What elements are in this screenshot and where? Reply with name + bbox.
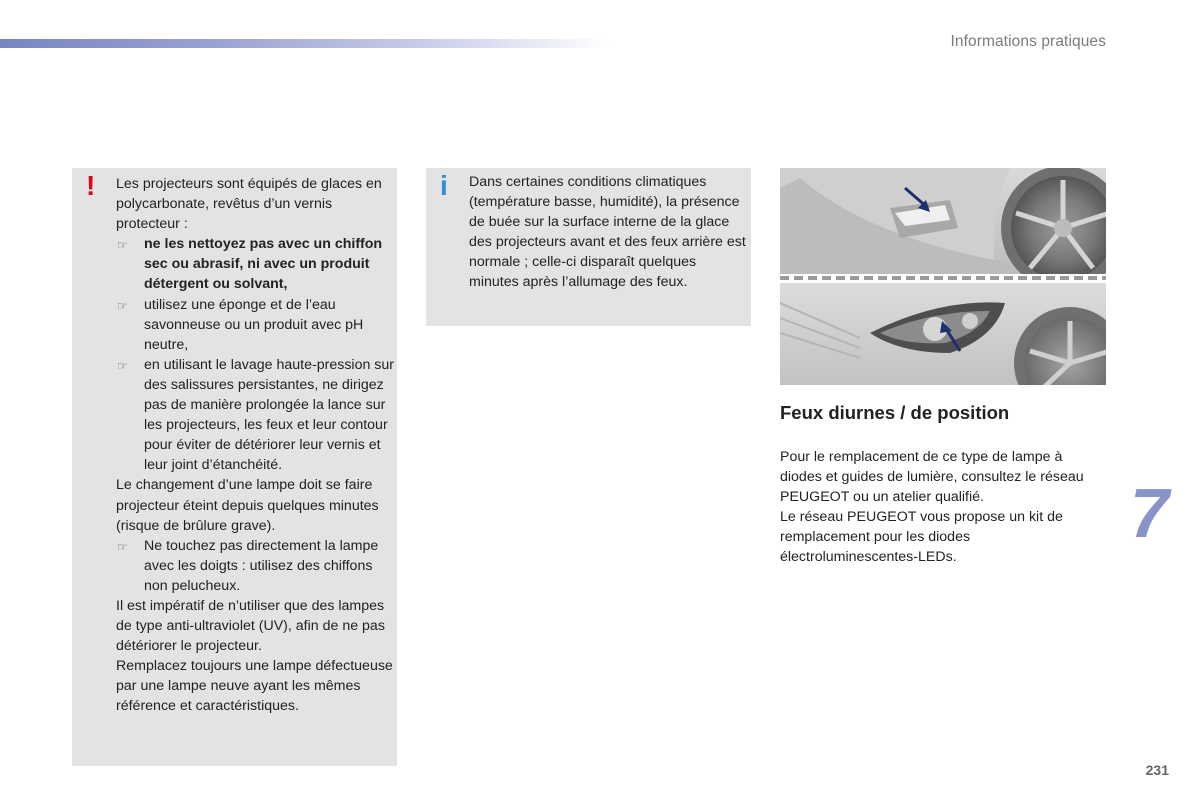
pointing-hand-icon: ☞ xyxy=(117,539,128,554)
photo-divider xyxy=(780,276,1106,280)
bumper-light-photo xyxy=(780,168,1106,274)
pointing-hand-icon: ☞ xyxy=(117,298,128,313)
info-icon: i xyxy=(440,170,448,201)
pointing-hand-icon: ☞ xyxy=(117,358,128,373)
page-number: 231 xyxy=(1145,762,1169,778)
warning-paragraph: Le changement d’une lampe doit se faire projecteur éteint depuis quelques minutes (risque de brûlure grave). xyxy=(116,477,379,534)
headlamp-photo xyxy=(780,283,1106,385)
chapter-number: 7 xyxy=(1130,474,1169,552)
section-title: Informations pratiques xyxy=(950,33,1106,50)
bumper-light-illustration xyxy=(780,168,1106,274)
section-heading: Feux diurnes / de position xyxy=(780,402,1010,423)
right-paragraph: Le réseau PEUGEOT vous propose un kit de remplacement pour les diodes électroluminescentes-LEDs. xyxy=(780,509,1063,566)
info-text: Dans certaines conditions climatiques (température basse, humidité), la présence de buée sur la surface interne de la glace des projecteurs avant et des feux arrière est normale ; celle-ci disparaît quelques minutes après l’allumage des feux. xyxy=(469,174,746,291)
headlamp-illustration xyxy=(780,283,1106,385)
warning-bullet: ☞ ne les nettoyez pas avec un chiffon sec ou abrasif, ni avec un produit détergent ou solvant, xyxy=(117,236,383,293)
warning-bullet: ☞ en utilisant le lavage haute-pression sur des salissures persistantes, ne dirigez pas de manière prolongée la lance sur les projecteurs, les feux et leur contour pour éviter de détériorer leur vernis et leur joint d’étanchéité. xyxy=(117,356,395,474)
right-paragraph: Pour le remplacement de ce type de lampe à diodes et guides de lumière, consultez le réseau PEUGEOT ou un atelier qualifié. xyxy=(780,449,1084,506)
warning-text xyxy=(116,174,394,717)
exclamation-icon: ! xyxy=(86,170,96,201)
warning-bullet: ☞ utilisez une éponge et de l’eau savonneuse ou un produit avec pH neutre, xyxy=(117,296,364,353)
warning-paragraph: Remplacez toujours une lampe défectueuse par une lampe neuve ayant les mêmes référence et caractéristiques. xyxy=(116,658,393,715)
warning-intro: Les projecteurs sont équipés de glaces en polycarbonate, revêtus d’un vernis protecteur : xyxy=(116,176,382,233)
pointing-hand-icon: ☞ xyxy=(117,238,128,253)
header-gradient-bar xyxy=(0,39,610,48)
warning-paragraph: Il est impératif de n’utiliser que des lampes de type anti-ultraviolet (UV), afin de ne pas détériorer le projecteur. xyxy=(116,597,385,655)
right-column-text xyxy=(780,447,1090,568)
warning-bullet: ☞ Ne touchez pas directement la lampe avec les doigts : utilisez des chiffons non pelucheux. xyxy=(117,537,379,594)
